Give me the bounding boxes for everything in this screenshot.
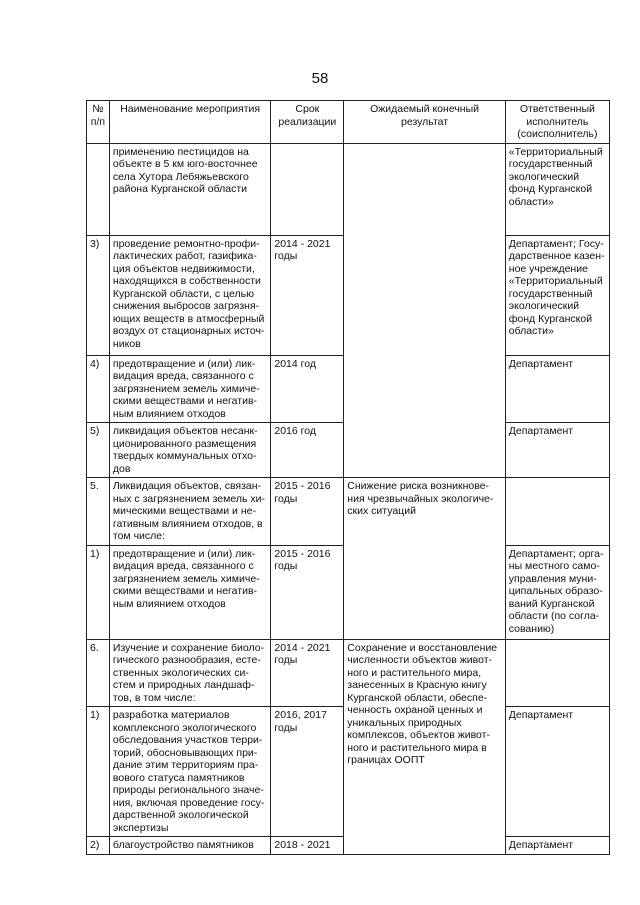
row-num: 5.: [87, 478, 110, 546]
row-term: 2016, 2017 годы: [271, 707, 344, 837]
row-name: применению пестицидов на объекте в 5 км юго-восточнее села Хутора Лебяжьевского района Курганской области: [109, 143, 270, 235]
row-responsible: Департамент: [505, 707, 609, 837]
header-term: Срок реализации: [271, 101, 344, 144]
row-term: 2014 - 2021 годы: [271, 235, 344, 355]
row-num: 4): [87, 355, 110, 423]
row-num: [87, 143, 110, 235]
row-responsible: [505, 478, 609, 546]
row-name: Ликвидация объектов, связан- ных с загрязнением земель хи- мическими веществами и не- гативным влиянием отходов, в том числе:: [109, 478, 270, 546]
row-responsible: [505, 639, 609, 707]
measures-table: [86, 100, 610, 855]
row-name: Изучение и сохранение биоло- гического разнообразия, есте- ственных экологических си- стем и природных ландшаф- тов, в том числе:: [109, 639, 270, 707]
row-num: 2): [87, 837, 110, 855]
row-term: 2014 год: [271, 355, 344, 423]
row-term: 2018 - 2021: [271, 837, 344, 855]
row-num: 3): [87, 235, 110, 355]
row-term: 2015 - 2016 годы: [271, 478, 344, 546]
result-group-b: Снижение риска возникнове- ния чрезвычайных экологиче- ских ситуаций: [344, 478, 505, 640]
table-row: [87, 478, 610, 546]
row-name: предотвращение и (или) лик- видация вреда, связанного с загрязнением земель химиче- скими веществами и негатив- ным влиянием отходов: [109, 545, 270, 639]
row-responsible: Департамент: [505, 355, 609, 423]
row-num: 6.: [87, 639, 110, 707]
row-name: предотвращение и (или) лик- видация вреда, связанного с загрязнением земель химиче- скими веществами и негатив- ным влиянием отходов: [109, 355, 270, 423]
row-term: 2016 год: [271, 423, 344, 478]
row-term: 2015 - 2016 годы: [271, 545, 344, 639]
table-header-row: [87, 101, 610, 144]
row-term: [271, 143, 344, 235]
row-responsible: Департамент: [505, 423, 609, 478]
row-responsible: Департамент: [505, 837, 609, 855]
page-number: 58: [311, 70, 329, 87]
row-term: 2014 - 2021 годы: [271, 639, 344, 707]
row-responsible: Департамент; Госу- дарственное казен- ное учреждение «Территориальный государственный экологический фонд Курганской области»: [505, 235, 609, 355]
row-name: благоустройство памятников: [109, 837, 270, 855]
row-responsible: «Территориальный государственный экологический фонд Курганской области»: [505, 143, 609, 235]
header-result: Ожидаемый конечный результат: [344, 101, 505, 144]
row-num: 1): [87, 707, 110, 837]
result-group-a: [344, 143, 505, 478]
result-group-c: Сохранение и восстановление численности объектов живот- ного и растительного мира, занесенных в Красную книгу Курганской области, обеспе- ченность охраной ценных и уникальных природных комплексов, объектов живот- ного и растительного мира в границах ООПТ: [344, 639, 505, 855]
row-name: ликвидация объектов несанк- ционированного размещения твердых коммунальных отхо- дов: [109, 423, 270, 478]
row-num: 5): [87, 423, 110, 478]
table-row: [87, 143, 610, 235]
header-responsible: Ответственный исполнитель (соисполнитель): [505, 101, 609, 144]
header-num: № п/п: [87, 101, 110, 144]
table-row: [87, 639, 610, 707]
row-num: 1): [87, 545, 110, 639]
header-name: Наименование мероприятия: [109, 101, 270, 144]
row-name: проведение ремонтно-профи- лактических работ, газифика- ция объектов недвижимости, находящихся в собственности Курганской области, с целью снижения выбросов загрязня- ющих веществ в атмосферный воздух от стационарных источ- ников: [109, 235, 270, 355]
row-responsible: Департамент; орга- ны местного само- управления муни- ципальных образо- ваний Курганской области (по согла- сованию): [505, 545, 609, 639]
row-name: разработка материалов комплексного экологического обследования участков терри- торий, обосновывающих при- дание этим территориям пра- вового статуса памятников природы регионального значе- ния, включая проведение госу- дарственной экологической экспертизы: [109, 707, 270, 837]
